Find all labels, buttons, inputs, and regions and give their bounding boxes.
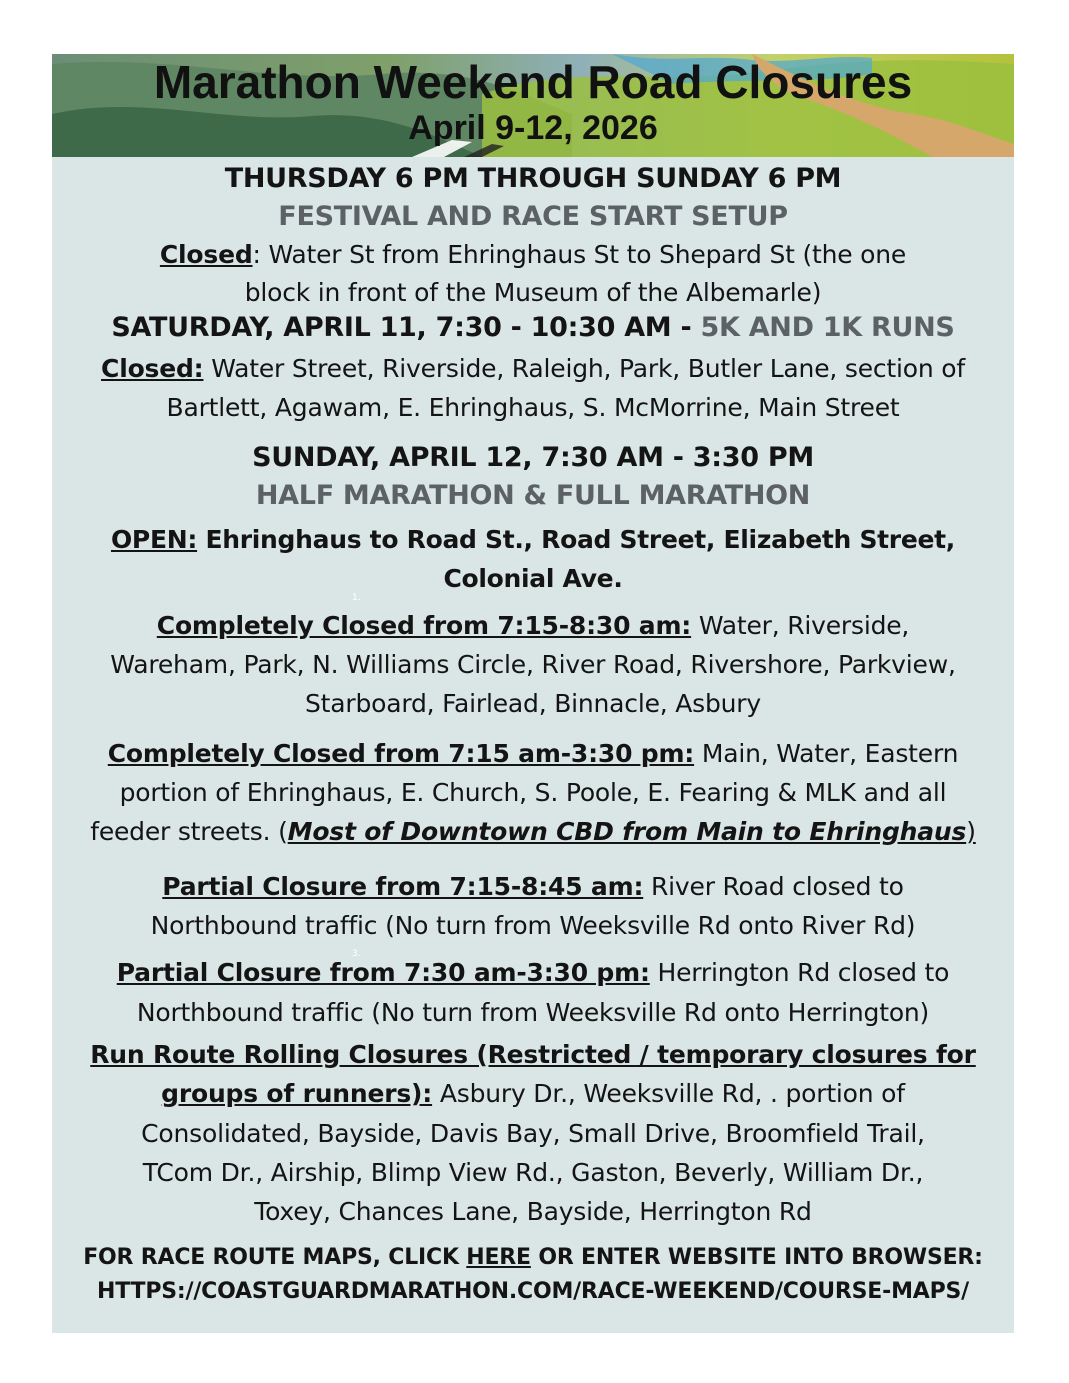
saturday-closed-text: Water Street, Riverside, Raleigh, Park, Butler Lane, section of: [203, 354, 965, 383]
rolling-label-1: Run Route Rolling Closures (Restricted / temporary closures for: [90, 1040, 976, 1069]
open-label: OPEN:: [110, 525, 198, 554]
thursday-closed-line-1: [52, 237, 1014, 273]
event-dates: April 9-12, 2026: [408, 109, 658, 147]
rolling-line-5: Toxey, Chances Lane, Bayside, Herrington Rd: [254, 1197, 812, 1226]
closed1-line-3: Starboard, Fairlead, Binnacle, Asbury: [305, 689, 761, 718]
list-marker-3: 3.: [352, 949, 361, 959]
partial1-label: Partial Closure from 7:15-8:45 am:: [162, 872, 644, 901]
here-link[interactable]: HERE: [466, 1245, 531, 1270]
course-maps-url[interactable]: HTTPS://COASTGUARDMARATHON.COM/RACE-WEEKEND/COURSE-MAPS/: [97, 1279, 969, 1304]
closed2-close-paren: ): [966, 817, 976, 846]
partial2-line-2: Northbound traffic (No turn from Weeksville Rd onto Herrington): [136, 998, 930, 1027]
sunday-heading: SUNDAY, APRIL 12, 7:30 AM - 3:30 PM: [252, 442, 814, 473]
page-title: Marathon Weekend Road Closures: [153, 56, 913, 108]
closed2-label: Completely Closed from 7:15 am-3:30 pm:: [107, 739, 695, 768]
partial1-line-2: Northbound traffic (No turn from Weeksville Rd onto River Rd): [150, 911, 916, 940]
saturday-heading: [52, 310, 1014, 346]
saturday-closed-line-2: Bartlett, Agawam, E. Ehringhaus, S. McMorrine, Main Street: [166, 393, 900, 422]
rolling-line-1: [52, 1037, 1014, 1073]
rolling-label-2: groups of runners):: [161, 1079, 433, 1108]
sunday-subheading: HALF MARATHON & FULL MARATHON: [255, 480, 811, 511]
rolling-line-2: [52, 1076, 1014, 1112]
closed1-text: Water, Riverside,: [691, 611, 910, 640]
closed2-line-1: [52, 736, 1014, 772]
closed-label: Closed: [159, 240, 253, 269]
partial2-label: Partial Closure from 7:30 am-3:30 pm:: [116, 958, 650, 987]
header-banner: [52, 54, 1014, 157]
thursday-closed-line-2: block in front of the Museum of the Albemarle): [244, 278, 822, 307]
closed2-line-2: portion of Ehringhaus, E. Church, S. Poole, E. Fearing & MLK and all: [119, 778, 947, 807]
downtown-emphasis: Most of Downtown CBD from Main to Ehringhaus: [287, 817, 967, 846]
list-marker-1: 1.: [352, 593, 361, 603]
partial2-line-1: [52, 955, 1014, 991]
closed1-label: Completely Closed from 7:15-8:30 am:: [156, 611, 692, 640]
thursday-closed-text: : Water St from Ehringhaus St to Shepard St (the one: [252, 240, 907, 269]
saturday-heading-text: SATURDAY, APRIL 11, 7:30 - 10:30 AM -: [111, 312, 701, 343]
open-streets-text: Ehringhaus to Road St., Road Street, Elizabeth Street,: [197, 525, 955, 554]
rolling-text-1: Asbury Dr., Weeksville Rd, . portion of: [432, 1079, 905, 1108]
partial1-line-1: [52, 869, 1014, 905]
closed2-text-3: feeder streets. (: [90, 817, 288, 846]
footer-text-1: FOR RACE ROUTE MAPS, CLICK: [83, 1245, 467, 1270]
thursday-subheading: FESTIVAL AND RACE START SETUP: [278, 201, 788, 232]
saturday-closed-line-1: [52, 351, 1014, 387]
saturday-heading-accent: 5K AND 1K RUNS: [700, 312, 955, 343]
closed-label: Closed:: [101, 354, 204, 383]
closed1-line-2: Wareham, Park, N. Williams Circle, River Road, Rivershore, Parkview,: [110, 650, 956, 679]
thursday-heading: THURSDAY 6 PM THROUGH SUNDAY 6 PM: [224, 163, 842, 194]
footer-line-1: [52, 1242, 1014, 1274]
closed2-line-3: [52, 814, 1014, 850]
rolling-line-4: TCom Dr., Airship, Blimp View Rd., Gaston, Beverly, William Dr.,: [142, 1158, 924, 1187]
partial1-text: River Road closed to: [643, 872, 904, 901]
open-streets-line-1: [52, 522, 1014, 558]
partial2-text: Herrington Rd closed to: [649, 958, 950, 987]
closed1-line-1: [52, 608, 1014, 644]
rolling-line-3: Consolidated, Bayside, Davis Bay, Small Drive, Broomfield Trail,: [141, 1119, 925, 1148]
closed2-text: Main, Water, Eastern: [694, 739, 959, 768]
flyer: [52, 54, 1014, 1333]
open-streets-line-2: Colonial Ave.: [443, 564, 623, 593]
footer-text-2: OR ENTER WEBSITE INTO BROWSER:: [530, 1245, 983, 1270]
